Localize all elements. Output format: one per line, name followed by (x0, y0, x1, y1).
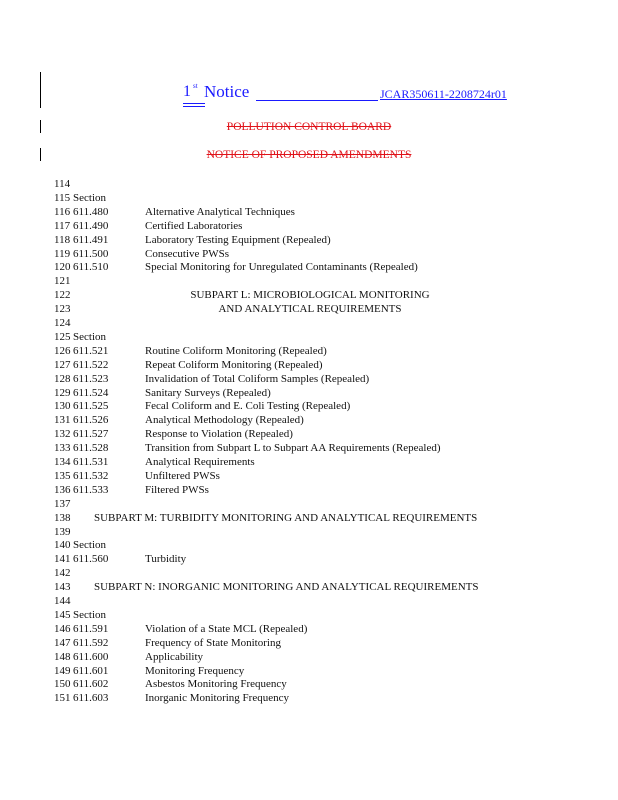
line-number: 126 (54, 344, 71, 357)
section-title: Certified Laboratories (145, 219, 243, 232)
section-number: 611.500 (73, 247, 109, 260)
line-number: 145 (54, 608, 71, 621)
document-line (54, 469, 614, 483)
section-title: Turbidity (145, 553, 187, 566)
line-number: 116 (54, 205, 71, 218)
header-notice: Notice (204, 82, 250, 101)
section-title: Repeat Coliform Monitoring (Repealed) (145, 358, 323, 371)
line-number: 119 (54, 247, 71, 260)
document-line (54, 580, 614, 594)
document-line (54, 497, 614, 511)
subpart-heading: SUBPART M: TURBIDITY MONITORING AND ANALYTICAL REQUIREMENTS (94, 511, 478, 524)
document-line (54, 177, 614, 191)
document-line (54, 233, 614, 247)
header-code: JCAR350611-2208724r01 (380, 87, 507, 101)
line-number: 120 (54, 261, 71, 274)
subpart-heading: SUBPART L: MICROBIOLOGICAL MONITORING (190, 289, 430, 302)
header-rule (256, 100, 378, 101)
document-line (54, 219, 614, 233)
section-number: 611.490 (73, 219, 109, 232)
line-number: 114 (54, 178, 71, 190)
section-title: Analytical Requirements (145, 456, 255, 468)
line-number: 132 (54, 428, 71, 441)
line-number: 143 (54, 581, 71, 594)
section-number: 611.510 (73, 261, 109, 274)
section-title: Routine Coliform Monitoring (Repealed) (145, 344, 327, 357)
section-number: 611.526 (73, 414, 109, 427)
section-title: Monitoring Frequency (145, 664, 245, 677)
line-number: 123 (54, 303, 71, 316)
section-title: Analytical Methodology (Repealed) (145, 414, 304, 427)
document-line (54, 552, 614, 566)
header-underline (183, 106, 205, 107)
section-title: Special Monitoring for Unregulated Contaminants (Repealed) (145, 261, 418, 274)
document-line (54, 608, 614, 622)
page-header (0, 82, 618, 106)
section-title: Filtered PWSs (145, 483, 209, 496)
section-number: 611.521 (73, 344, 109, 357)
line-number: 129 (54, 386, 71, 399)
document-line (54, 538, 614, 552)
section-title: Transition from Subpart L to Subpart AA Requirements (Repealed) (145, 442, 441, 455)
line-number: 138 (54, 511, 71, 524)
line-number: 139 (54, 525, 71, 538)
line-number: 151 (54, 692, 71, 705)
document-line (54, 691, 614, 705)
document-line (54, 525, 614, 539)
document-line (54, 288, 614, 302)
document-line (54, 399, 614, 413)
line-number: 121 (54, 275, 71, 288)
section-number: Section (73, 608, 106, 621)
section-number: 611.602 (73, 678, 109, 691)
document-line (54, 372, 614, 386)
line-number: 135 (54, 469, 71, 482)
line-number: 147 (54, 636, 71, 649)
line-number: 128 (54, 372, 71, 385)
document-line (54, 330, 614, 344)
line-number: 117 (54, 219, 71, 232)
section-title: Violation of a State MCL (Repealed) (145, 622, 308, 635)
section-number: 611.592 (73, 636, 109, 649)
document-line (54, 260, 614, 274)
section-title: Frequency of State Monitoring (145, 636, 281, 649)
document-line (54, 247, 614, 261)
section-number: 611.560 (73, 553, 109, 566)
subpart-heading: SUBPART N: INORGANIC MONITORING AND ANALYTICAL REQUIREMENTS (94, 581, 479, 594)
header-underline (183, 103, 205, 104)
line-number: 141 (54, 553, 71, 566)
struck-board-title: POLLUTION CONTROL BOARD (226, 121, 392, 133)
section-title: Applicability (145, 650, 204, 663)
section-number: 611.522 (73, 358, 109, 371)
line-number: 144 (54, 595, 71, 607)
document-line (54, 316, 614, 330)
document-line (54, 650, 614, 664)
line-number: 122 (54, 289, 71, 302)
section-title: Sanitary Surveys (Repealed) (145, 386, 271, 399)
document-line (54, 386, 614, 400)
line-number: 134 (54, 456, 71, 468)
section-number: 611.491 (73, 233, 109, 246)
section-number: 611.591 (73, 622, 109, 635)
subpart-heading: AND ANALYTICAL REQUIREMENTS (218, 303, 402, 316)
section-number: 611.533 (73, 483, 109, 496)
section-number: 611.524 (73, 386, 109, 399)
line-number: 124 (54, 317, 71, 329)
line-number: 118 (54, 233, 71, 246)
section-title: Consecutive PWSs (145, 247, 230, 260)
line-number: 136 (54, 483, 71, 496)
document-line (54, 594, 614, 608)
line-number: 130 (54, 400, 71, 413)
document-line (54, 677, 614, 691)
section-title: Alternative Analytical Techniques (145, 205, 295, 218)
section-number: Section (73, 330, 106, 343)
line-number: 131 (54, 414, 71, 427)
document-line (54, 191, 614, 205)
line-number: 149 (54, 664, 71, 677)
line-number: 142 (54, 567, 71, 580)
section-title: Laboratory Testing Equipment (Repealed) (145, 233, 331, 246)
section-title: Fecal Coliform and E. Coli Testing (Repealed) (145, 400, 351, 413)
line-number: 148 (54, 650, 71, 663)
line-number: 150 (54, 678, 71, 691)
line-number: 137 (54, 497, 71, 510)
document-line (54, 622, 614, 636)
line-number: 127 (54, 358, 71, 371)
section-number: 611.600 (73, 650, 109, 663)
document-line (54, 205, 614, 219)
section-number: Section (73, 539, 106, 552)
section-number: 611.525 (73, 400, 109, 413)
document-line (54, 441, 614, 455)
line-number: 146 (54, 622, 71, 635)
section-number: 611.528 (73, 442, 109, 455)
header-number: 1 (183, 83, 191, 100)
document-line (54, 664, 614, 678)
section-number: 611.532 (73, 469, 109, 482)
section-title: Inorganic Monitoring Frequency (145, 692, 289, 705)
document-line (54, 427, 614, 441)
section-number: 611.480 (73, 205, 109, 218)
section-number: Section (73, 191, 106, 204)
section-number: 611.601 (73, 664, 109, 677)
header-superscript: st (193, 82, 198, 90)
section-number: 611.523 (73, 372, 109, 385)
document-line (54, 455, 614, 469)
document-line (54, 566, 614, 580)
document-line (54, 358, 614, 372)
document-line (54, 483, 614, 497)
document-line (54, 344, 614, 358)
section-number: 611.527 (73, 428, 109, 441)
section-title: Asbestos Monitoring Frequency (145, 678, 287, 691)
document-line (54, 302, 614, 316)
struck-notice-title: NOTICE OF PROPOSED AMENDMENTS (206, 149, 412, 161)
line-number: 125 (54, 330, 71, 343)
document-line (54, 274, 614, 288)
section-title: Response to Violation (Repealed) (145, 428, 293, 441)
document-line (54, 413, 614, 427)
document-line (54, 511, 614, 525)
section-number: 611.603 (73, 692, 109, 705)
section-title: Invalidation of Total Coliform Samples (Repealed) (145, 372, 370, 385)
line-number: 140 (54, 539, 71, 552)
section-number: 611.531 (73, 456, 109, 468)
section-title: Unfiltered PWSs (145, 469, 220, 482)
line-number: 133 (54, 442, 71, 455)
document-line (54, 636, 614, 650)
line-number: 115 (54, 191, 71, 204)
